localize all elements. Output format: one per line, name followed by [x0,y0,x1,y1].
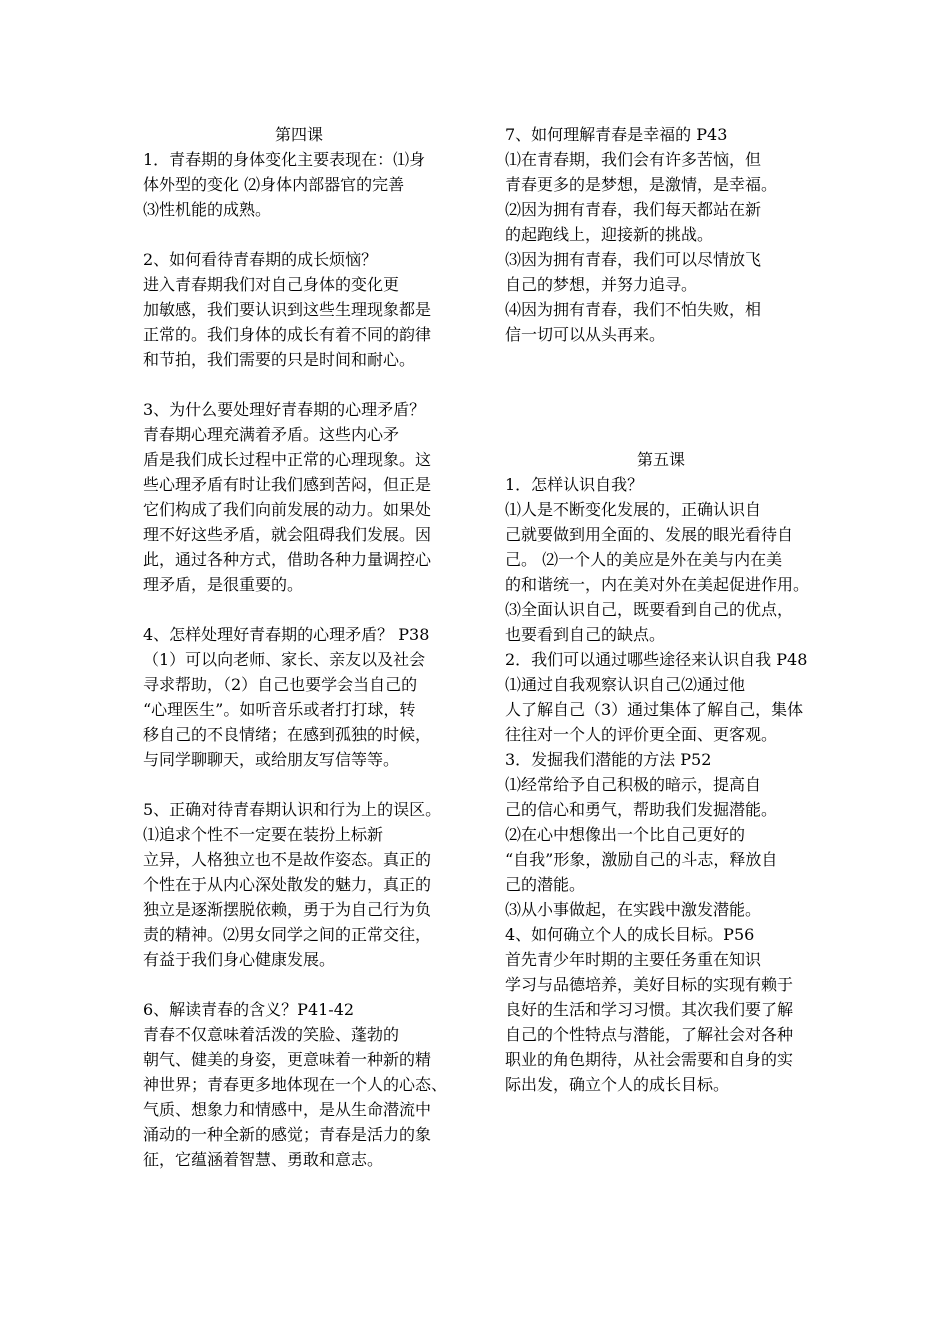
lesson5-q3-body: ⑴经常给予自己积极的暗示，提高自 己的信心和勇气，帮助我们发掘潜能。 ⑵在心中想像出一个比自己更好的 “自我”形象，激励自己的斗志，释放自 己的潜能。 ⑶从小事做起，在实践中激发潜能。 [505,775,778,919]
lesson4-q2-title: 2、如何看待青春期的成长烦恼？ [143,250,378,269]
spacer [143,597,455,622]
lesson4-q3-body: 青春期心理充满着矛盾。这些内心矛 盾是我们成长过程中正常的心理现象。这 些心理矛盾有时让我们感到苦闷，但正是 它们构成了我们向前发展的动力。如果处 理不好这些矛盾，就会阻碍我们发展。因 此，通过各种方式，借助各种力量调控心 理矛盾，是很重要的。 [143,425,432,594]
lesson4-q2-body: 进入青春期我们对自己身体的变化更 加敏感，我们要认识到这些生理现象都是 正常的。我们身体的成长有着不同的韵律 和节拍，我们需要的只是时间和耐心。 [143,275,432,369]
spacer [505,347,817,447]
spacer [143,372,455,397]
lesson4-q6-title: 6、解读青春的含义？P41-42 [143,1000,355,1019]
lesson4-q5-title: 5、正确对待青春期认识和行为上的误区。 [143,800,442,819]
spacer [143,772,455,797]
lesson5-q4-title: 4、如何确立个人的成长目标。P56 [505,925,755,944]
spacer [143,222,455,247]
spacer [143,972,455,997]
lesson5-q2-body: ⑴通过自我观察认识自己⑵通过他 人了解自己（3）通过集体了解自己，集体 往往对一个人的评价更全面、更客观。 [505,675,804,744]
lesson4-q1: 1．青春期的身体变化主要表现在：⑴身 体外型的变化 ⑵身体内部器官的完善 ⑶性机能的成熟。 [143,150,426,219]
right-column [505,122,817,1097]
lesson4-q3-title: 3、为什么要处理好青春期的心理矛盾？ [143,400,426,419]
lesson5-q3-title: 3．发掘我们潜能的方法 P52 [505,750,712,769]
lesson5-q2-title: 2．我们可以通过哪些途径来认识自我 P48 [505,650,808,669]
left-column [143,122,455,1172]
lesson5-title: 第五课 [636,450,685,469]
lesson4-q6-body: 青春不仅意味着活泼的笑脸、蓬勃的 朝气、健美的身姿，更意味着一种新的精 神世界；青春更多地体现在一个人的心态、 气质、想象力和情感中，是从生命潜流中 涌动的一种全新的感觉；青春是活力的象 征，它蕴涵着智慧、勇敢和意志。 [143,1025,448,1169]
lesson5-q4-body: 首先青少年时期的主要任务重在知识 学习与品德培养，美好目标的实现有赖于 良好的生活和学习习惯。其次我们要了解 自己的个性特点与潜能，了解社会对各种 职业的角色期待，从社会需要和自身的实 际出发，确立个人的成长目标。 [505,950,794,1094]
lesson5-q1-body: ⑴人是不断变化发展的，正确认识自 己就要做到用全面的、发展的眼光看待自 己。 ⑵一个人的美应是外在美与内在美 的和谐统一，内在美对外在美起促进作用。 ⑶全面认识自己，既要看到自己的优点， 也要看到自己的缺点。 [505,500,810,644]
lesson4-q4-body: （1）可以向老师、家长、亲友以及社会 寻求帮助，（2）自己也要学会当自己的 “心理医生”。如听音乐或者打打球，转 移自己的不良情绪；在感到孤独的时候， 与同学聊聊天，或给朋友写信等等。 [143,650,432,769]
lesson4-title: 第四课 [274,125,323,144]
lesson5-q1-title: 1．怎样认识自我？ [505,475,644,494]
lesson4-q5-body: ⑴追求个性不一定要在装扮上标新 立异，人格独立也不是故作姿态。真正的 个性在于从内心深处散发的魅力，真正的 独立是逐渐摆脱依赖，勇于为自己行为负 责的精神。⑵男女同学之间的正常交往， 有益于我们身心健康发展。 [143,825,432,969]
lesson4-q7-body: ⑴在青春期，我们会有许多苦恼，但 青春更多的是梦想，是激情，是幸福。 ⑵因为拥有青春，我们每天都站在新 的起跑线上，迎接新的挑战。 ⑶因为拥有青春，我们可以尽情放飞 自己的梦想，并努力追寻。 ⑷因为拥有青春，我们不怕失败，相 信一切可以从头再来。 [505,150,778,344]
lesson4-q7-title: 7、如何理解青春是幸福的 P43 [505,125,728,144]
lesson4-q4-title: 4、怎样处理好青春期的心理矛盾？ P38 [143,625,430,644]
